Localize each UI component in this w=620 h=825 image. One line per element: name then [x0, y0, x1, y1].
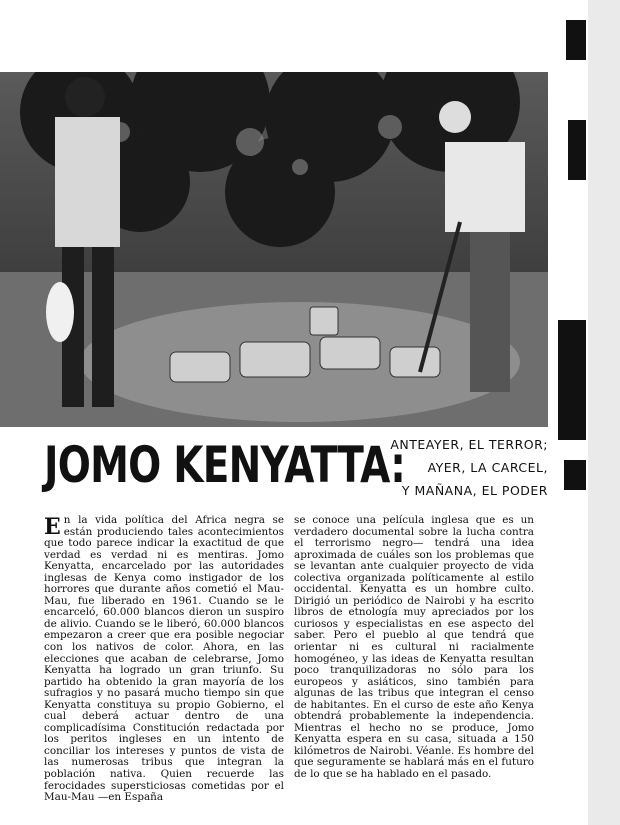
drop-cap: E	[44, 514, 61, 540]
subheadline	[378, 433, 548, 502]
headline: JOMO KENYATTA:	[44, 436, 406, 494]
photo-illustration	[0, 72, 548, 427]
article-column-2	[294, 515, 534, 781]
subhead-line-2: AYER, LA CARCEL,	[427, 460, 548, 475]
column-2-text: se conoce una película inglesa que es un verdadero documental sobre la lucha contra el terrorismo negro— tendrá una idea aproximada de cuáles son los problemas que se levantan ante cualquier proyecto de vida colectiva organizada políticamente al estilo occidental. Kenyatta es un hombre culto. Dirigió un periódico de Nairobi y ha escrito libros de etnología muy apreciados por los curiosos y especialistas en ese aspecto del saber. Pero el pueblo al que tendrá que orientar ni es cultural ni racialmente homogéneo, y las ideas de Kenyatta resultan poco tranquilizadoras no sólo para los europeos y asiáticos, sino también para algunas de las tribus que integran el censo de habitantes. En el curso de este año Kenya obtendrá probablemente la independencia. Mientras el hecho no se produce, Jomo Kenyatta espera en su casa, situada a 150 kilómetros de Nairobi. Véanle. Es hombre del que seguramente se hablará más en el futuro de lo que se ha hablado en el pasado.	[294, 514, 534, 781]
subhead-line-1: ANTEAYER, EL TERROR;	[390, 437, 548, 452]
article-photo	[0, 72, 548, 427]
subhead-line-3: Y MAÑANA, EL PODER	[401, 483, 548, 498]
column-1-text: n la vida política del Africa negra se están produciendo tales acontecimientos que todo parece indicar la exactitud de que verdad es verdad ni es mentiras. Jomo Kenyatta, encarcelado por las autoridades inglesas de Kenya como instigador de los horrores que durante años cometió el Mau-Mau, fue liberado en 1961. Cuando se le encarceló, 60.000 blancos dieron un suspiro de alivio. Cuando se le liberó, 60.000 blancos empezaron a creer que era posible negociar con los nativos de color. Ahora, en las elecciones que acaban de celebrarse, Jomo Kenyatta ha logrado un gran triunfo. Su partido ha obtenido la gran mayoría de los sufragios y no pasará mucho tiempo sin que Kenyatta constituya su propio Gobierno, el cual deberá actuar dentro de una complicadísima Constitución redactada por los peritos ingleses en un intento de conciliar los intereses y puntos de vista de las numerosas tribus que integran la población nativa. Quien recuerde las ferocidades supersticiosas cometidas por el Mau-Mau —en España	[44, 514, 284, 804]
page-edge-strip	[558, 0, 620, 825]
article-column-1	[44, 515, 284, 804]
